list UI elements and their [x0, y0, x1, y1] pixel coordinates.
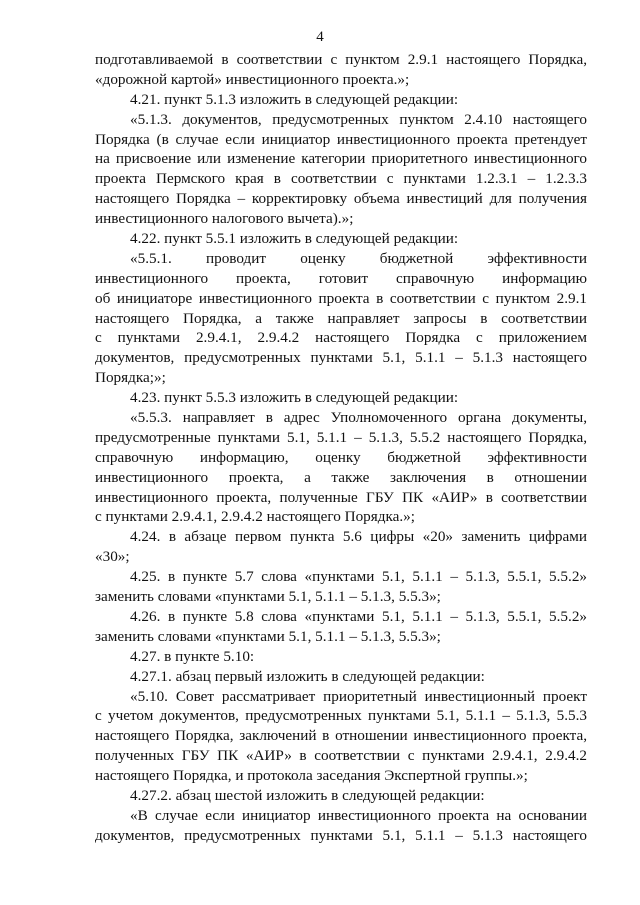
text-line: 4.26. в пункте 5.8 слова «пунктами 5.1, 5.1.1 – 5.1.3, 5.5.1, 5.5.2» — [130, 607, 587, 625]
text-line: Порядка;»; — [95, 369, 166, 387]
text-line: с пунктами 2.9.4.1, 2.9.4.2 настоящего Порядка с приложением — [95, 329, 587, 347]
text-line: «5.1.3. документов, предусмотренных пунктом 2.4.10 настоящего — [130, 110, 587, 128]
text-line: проекта Пермского края в соответствии с пунктами 1.2.3.1 – 1.2.3.3 — [95, 170, 587, 188]
text-line: об инициаторе инвестиционного проекта в соответствии с пунктом 2.9.1 — [95, 289, 587, 307]
text-line: 4.27. в пункте 5.10: — [130, 647, 255, 665]
text-line: настоящего Порядка, заключений в отношении инвестиционного проекта, — [95, 727, 587, 745]
text-line: документов, предусмотренных пунктами 5.1, 5.1.1 – 5.1.3 настоящего — [95, 826, 587, 844]
text-line: «дорожной картой» инвестиционного проекта.»; — [95, 70, 410, 88]
text-line: Порядка (в случае если инициатор инвестиционного проекта претендует — [95, 130, 587, 148]
text-line: инвестиционного проекта, полученные ГБУ ПК «АИР» в соответствии — [95, 488, 587, 506]
text-line: заменить словами «пунктами 5.1, 5.1.1 – 5.1.3, 5.5.3»; — [95, 588, 441, 606]
text-line: на присвоение или изменение категории приоритетного инвестиционного — [95, 150, 587, 168]
text-line: настоящего Порядка, а также направляет запросы в соответствии — [95, 309, 587, 327]
text-line: инвестиционного проекта, а также заключения в отношении — [95, 468, 587, 486]
text-line: заменить словами «пунктами 5.1, 5.1.1 – 5.1.3, 5.5.3»; — [95, 627, 441, 645]
text-line: 4.21. пункт 5.1.3 изложить в следующей редакции: — [130, 90, 459, 108]
text-line: настоящего Порядка, и протокола заседания Экспертной группы.»; — [95, 767, 528, 785]
text-line: подготавливаемой в соответствии с пунктом 2.9.1 настоящего Порядка, — [95, 51, 587, 68]
text-line: «30»; — [95, 548, 130, 566]
text-line: полученных ГБУ ПК «АИР» в соответствии с пунктами 2.9.4.1, 2.9.4.2 — [95, 747, 587, 765]
text-line: «5.10. Совет рассматривает приоритетный инвестиционный проект — [130, 687, 587, 705]
text-line: «5.5.1. проводит оценку бюджетной эффективности — [130, 249, 587, 267]
text-line: «В случае если инициатор инвестиционного проекта на основании — [130, 806, 587, 824]
text-line: с учетом документов, предусмотренных пунктами 5.1, 5.1.1 – 5.1.3, 5.5.3 — [95, 707, 587, 725]
text-line: с пунктами 2.9.4.1, 2.9.4.2 настоящего Порядка.»; — [95, 508, 415, 526]
text-line: 4.23. пункт 5.5.3 изложить в следующей редакции: — [130, 389, 459, 407]
text-line: документов, предусмотренных пунктами 5.1, 5.1.1 – 5.1.3 настоящего — [95, 349, 587, 367]
text-line: «5.5.3. направляет в адрес Уполномоченного органа документы, — [130, 409, 587, 427]
text-line: 4.27.1. абзац первый изложить в следующей редакции: — [130, 667, 485, 685]
text-line: 4.27.2. абзац шестой изложить в следующей редакции: — [130, 786, 485, 804]
text-line: инвестиционного налогового вычета).»; — [95, 210, 354, 228]
text-line: инвестиционного проекта, готовит справочную информацию — [95, 269, 587, 287]
document-body — [95, 50, 587, 846]
text-line: 4.24. в абзаце первом пункта 5.6 цифры «20» заменить цифрами — [130, 528, 587, 546]
text-line: настоящего Порядка – корректировку объема инвестиций для получения — [95, 190, 587, 208]
page-number: 4 — [316, 29, 324, 45]
text-line: 4.22. пункт 5.5.1 изложить в следующей редакции: — [130, 230, 459, 248]
text-line: предусмотренные пунктами 5.1, 5.1.1 – 5.1.3, 5.5.2 настоящего Порядка, — [95, 428, 587, 446]
text-line: справочную информацию, оценку бюджетной эффективности — [95, 448, 587, 466]
text-line: 4.25. в пункте 5.7 слова «пунктами 5.1, 5.1.1 – 5.1.3, 5.5.1, 5.5.2» — [130, 568, 587, 586]
